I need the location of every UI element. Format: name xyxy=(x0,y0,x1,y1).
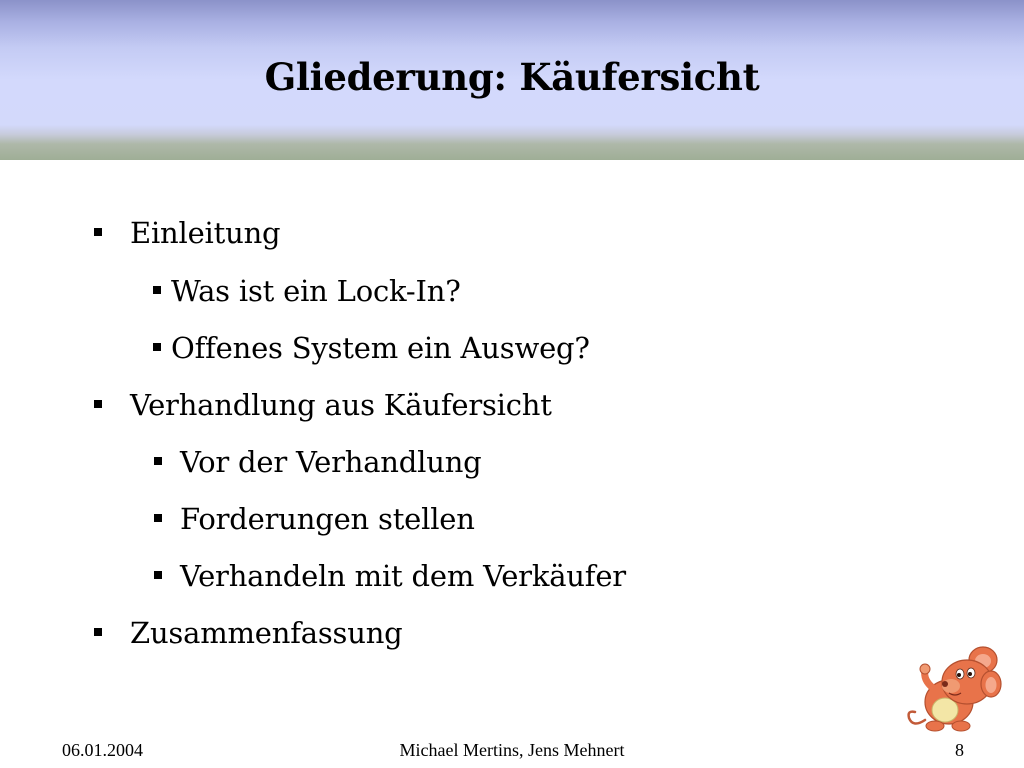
bullet-item-vor-der-verhandlung xyxy=(180,443,482,481)
cartoon-mouse-icon xyxy=(905,640,1005,735)
bullet-item-zusammenfassung xyxy=(130,614,403,652)
square-bullet-icon xyxy=(153,343,161,351)
square-bullet-icon xyxy=(154,457,162,465)
square-bullet-icon xyxy=(154,514,162,522)
square-bullet-icon xyxy=(94,228,102,236)
bullet-item-verhandeln xyxy=(180,557,626,595)
bullet-text: Verhandlung aus Käufersicht xyxy=(130,388,552,422)
bullet-text: Verhandeln mit dem Verkäufer xyxy=(180,559,626,593)
footer-date: 06.01.2004 xyxy=(62,740,143,760)
square-bullet-icon xyxy=(153,286,161,294)
bullet-item-forderungen xyxy=(180,500,475,538)
square-bullet-icon xyxy=(154,571,162,579)
bullet-text: Forderungen stellen xyxy=(180,502,475,536)
footer-authors: Michael Mertins, Jens Mehnert xyxy=(399,740,625,760)
bullet-text: Offenes System ein Ausweg? xyxy=(171,331,590,365)
bullet-item-offenes-system xyxy=(171,329,590,367)
bullet-text: Was ist ein Lock-In? xyxy=(171,274,461,308)
bullet-item-verhandlung xyxy=(130,386,552,424)
slide-title: Gliederung: Käufersicht xyxy=(264,55,760,99)
square-bullet-icon xyxy=(94,628,102,636)
bullet-item-lock-in xyxy=(171,272,461,310)
square-bullet-icon xyxy=(94,400,102,408)
bullet-text: Zusammenfassung xyxy=(130,616,403,650)
bullet-text: Einleitung xyxy=(130,216,281,250)
bullet-text: Vor der Verhandlung xyxy=(180,445,482,479)
bullet-item-einleitung xyxy=(130,214,280,252)
footer-page-number: 8 xyxy=(955,740,964,760)
